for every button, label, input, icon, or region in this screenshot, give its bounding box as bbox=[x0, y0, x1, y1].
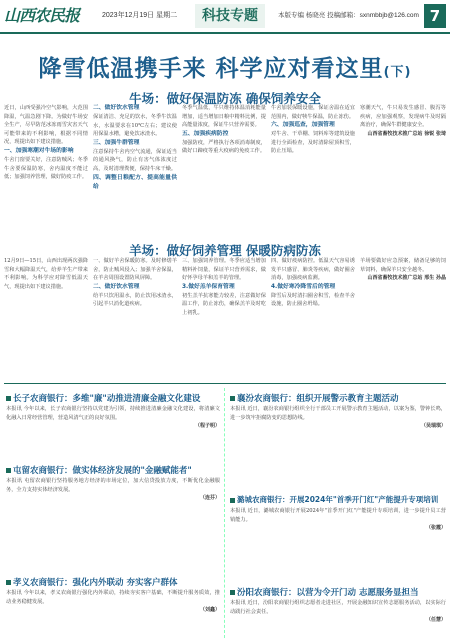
sheep-subhead: 羊场：做好饲养管理 保暖防病防冻 bbox=[129, 243, 321, 258]
cattle-column-5 bbox=[360, 104, 446, 236]
news-paragraph: 本报讯 今年以来，长子农商银行坚持以党建为引领，持续推进清廉金融文化建设，将清廉文化融入日常经营管理，营造风清气正的良好氛围。 bbox=[6, 406, 220, 421]
news-title: 潞城农商银行：开展2024年"首季开门红"产能提升专项培训 bbox=[230, 494, 438, 505]
cattle-paragraph: 对牛舍、干草棚、饲料库等建筑设施进行全面检查，及时清除屋顶积雪，防止压塌。 bbox=[271, 131, 355, 155]
news-body bbox=[6, 589, 220, 637]
news-paragraph: 本报讯 近日，汾阳农商银行组织志愿者走进社区，开展金融知识宣传志愿服务活动，以实际行动践行社会责任。 bbox=[230, 600, 446, 615]
cattle-paragraph: 保证清洁、充足的饮水，冬季牛饮温水，水温要求在10℃左右；建议使用保温水槽，避免饮冰渣水。 bbox=[93, 114, 177, 138]
cattle-section-heading: 一、加强寒潮对牛场的影响 bbox=[4, 147, 74, 154]
masthead bbox=[0, 0, 450, 34]
headline-text: 降雪低温携手来 科学应对看这里 bbox=[38, 56, 384, 82]
news-title: 孝义农商银行：强化内外联动 夯实客户群体 bbox=[6, 576, 177, 588]
news-title: 汾阳农商银行：以营为令开门动 志愿服务显担当 bbox=[230, 586, 418, 598]
cattle-paragraph: 寒潮天气，牛只易发生感冒、腹泻等疾病，应加强观察，发现病牛及时隔离治疗，确保牛群健康安全。 bbox=[360, 105, 446, 129]
sheep-column-4 bbox=[271, 257, 355, 379]
news-paragraph: 本报讯 屯留农商银行坚持服务地方经济的市场定位，加大信贷投放力度，不断优化金融服务，全力支持实体经济发展。 bbox=[6, 478, 220, 493]
sheep-byline: 山西省畜牧技术推广总站 邢生 孙晶 bbox=[367, 275, 446, 282]
news-byline: （任慧） bbox=[425, 617, 446, 624]
bullet-icon bbox=[230, 498, 235, 503]
news-byline: （刘鑫） bbox=[199, 607, 220, 614]
cattle-section-heading: 三、加强牛群管理 bbox=[93, 139, 140, 146]
cattle-paragraph: 近日，山西受强冷空气影响，大范围降温，气温急剧下降。为做好牛场安全生产，尽早防范冰冻雨雪灾害天气可能带来的不利影响，根据不同情况，现提出如下建议措施。 bbox=[4, 105, 88, 146]
cattle-section-heading: 二、做好饮水管理 bbox=[93, 105, 140, 111]
sheep-column-5 bbox=[360, 257, 446, 379]
cattle-byline: 山西省畜牧技术推广总站 徐锐 张琦 bbox=[367, 130, 446, 137]
feature-headline bbox=[0, 50, 450, 83]
sheep-paragraph: 12月9日—15日，山西出现两次强降雪和大幅降温天气，给养羊生产带来不利影响。为科学应对降雪低温天气，现提出如下建议措施。 bbox=[4, 258, 88, 290]
newspaper-logo: 山西农民报 bbox=[4, 6, 80, 25]
news-body bbox=[6, 477, 220, 571]
news-title: 长子农商银行：多维"廉"动推进清廉金融文化建设 bbox=[6, 392, 200, 404]
cattle-subhead: 牛场：做好保温防冻 确保饲养安全 bbox=[129, 91, 321, 106]
headline-suffix: (下) bbox=[383, 65, 412, 80]
bullet-icon bbox=[230, 396, 235, 401]
cattle-column-4 bbox=[271, 104, 355, 236]
sheep-paragraph: 初生羔羊抗寒能力较差，注意做好保温工作，防止冻伤，确保羔羊及时吃上初乳。 bbox=[182, 292, 266, 316]
news-body bbox=[6, 405, 220, 459]
cattle-column-3 bbox=[182, 104, 266, 236]
bullet-icon bbox=[6, 396, 11, 401]
sheep-paragraph: 一、做好羊舍保暖防寒。及时修缮羊舍，防止贼风侵入；加强羊舍保温，在羊舍周围设置防风屏障。 bbox=[93, 258, 177, 282]
column-divider bbox=[224, 388, 225, 638]
sheep-paragraph: 给羊只饮用温水，防止饮用冰渣水，引起羊只消化道疾病。 bbox=[93, 292, 177, 308]
news-byline: （张霞） bbox=[425, 525, 446, 532]
sheep-column-1 bbox=[4, 257, 88, 379]
bullet-icon bbox=[6, 580, 11, 585]
news-body bbox=[230, 405, 446, 489]
issue-date: 2023年12月19日 星期二 bbox=[102, 12, 178, 19]
cattle-column-1 bbox=[4, 104, 88, 236]
sheep-section-heading: 3.做好羔羊保育管理 bbox=[182, 283, 235, 290]
news-title: 襄汾农商银行：组织开展警示教育主题活动 bbox=[230, 392, 399, 404]
cattle-paragraph: 牛舍加装保暖设施，保证舍温在适宜范围内，做好犊牛保温，防止冻伤。 bbox=[271, 105, 355, 120]
section-title: 科技专题 bbox=[195, 4, 265, 28]
news-title: 屯留农商银行：做实体经济发展的"金融赋能者" bbox=[6, 464, 192, 476]
sheep-section-heading: 二、做好饮水管理 bbox=[93, 283, 140, 290]
editor-line: 本版专编 杨晓亮 投稿邮箱：sxnmbbjb@126.com bbox=[278, 12, 419, 19]
news-byline: （吴瑞琪） bbox=[420, 423, 446, 430]
news-body bbox=[230, 599, 446, 637]
news-paragraph: 本报讯 今年以来，孝义农商银行强化内外联动，持续夯实客户基础，不断提升服务质效，推动业务稳健发展。 bbox=[6, 590, 220, 605]
sheep-column-3 bbox=[182, 257, 266, 379]
cattle-section-heading: 六、加强巡查，加强管理 bbox=[271, 122, 335, 129]
page-number: 7 bbox=[424, 4, 446, 28]
cattle-paragraph: 牛舍门窗要关好，注意防贼风；冬季牛舍要保温防寒，舍内温度不能过低；加强饲养管理，做好防疫工作。 bbox=[4, 156, 88, 181]
section-divider bbox=[4, 383, 446, 384]
bullet-icon bbox=[230, 590, 235, 595]
cattle-column-2 bbox=[93, 104, 177, 236]
cattle-section-heading: 五、加强疾病防控 bbox=[182, 130, 229, 137]
bullet-icon bbox=[6, 468, 11, 473]
sheep-paragraph: 羊场要做好应急预案，储备足够的饲草饲料，确保羊只安全越冬。 bbox=[360, 258, 446, 273]
sheep-paragraph: 降雪后及时清扫圈舍积雪，检查羊舍设施，防止圈舍坍塌。 bbox=[271, 292, 355, 308]
news-paragraph: 本报讯 近日，潞城农商银行开展2024年"首季开门红"产能提升专项培训，进一步提升员工营销能力。 bbox=[230, 508, 446, 523]
cattle-paragraph: 注意保持牛舍内空气流通，保证适当的通风换气，防止有害气体浓度过高，及时清理粪便，保持牛床干燥。 bbox=[93, 148, 177, 172]
news-byline: （程子明） bbox=[194, 423, 220, 430]
sheep-column-2 bbox=[93, 257, 177, 379]
sheep-section-heading: 4.做好寒冷降雪后的管理 bbox=[271, 283, 336, 290]
cattle-paragraph: 冬季气温低，牛只维持体温消耗能量增加，适当增加日粮中精料比例，提高能量浓度，保证牛只营养需要。 bbox=[182, 105, 266, 129]
cattle-section-heading: 四、调整日粮配方、提高能量供给 bbox=[93, 174, 177, 190]
sheep-paragraph: 四、做好疫病防控。低温天气容易诱发羊只感冒、肺炎等疾病，做好圈舍消毒，加强疫病监测。 bbox=[271, 258, 355, 282]
news-byline: （连芬） bbox=[199, 495, 220, 502]
news-body bbox=[230, 507, 446, 581]
cattle-paragraph: 加强防疫，严格执行各项消毒制度，做好口蹄疫等重大疫病的免疫工作。 bbox=[182, 139, 266, 155]
news-paragraph: 本报讯 近日，襄汾农商银行组织全行干部员工开展警示教育主题活动，以案为鉴，警钟长鸣，进一步筑牢拒腐防变的思想防线。 bbox=[230, 406, 446, 421]
sheep-paragraph: 三、加强饲养管理。冬季应适当增加精料补饲量，保证羊只营养需求，做好怀孕母羊和羔羊的管理。 bbox=[182, 258, 266, 282]
